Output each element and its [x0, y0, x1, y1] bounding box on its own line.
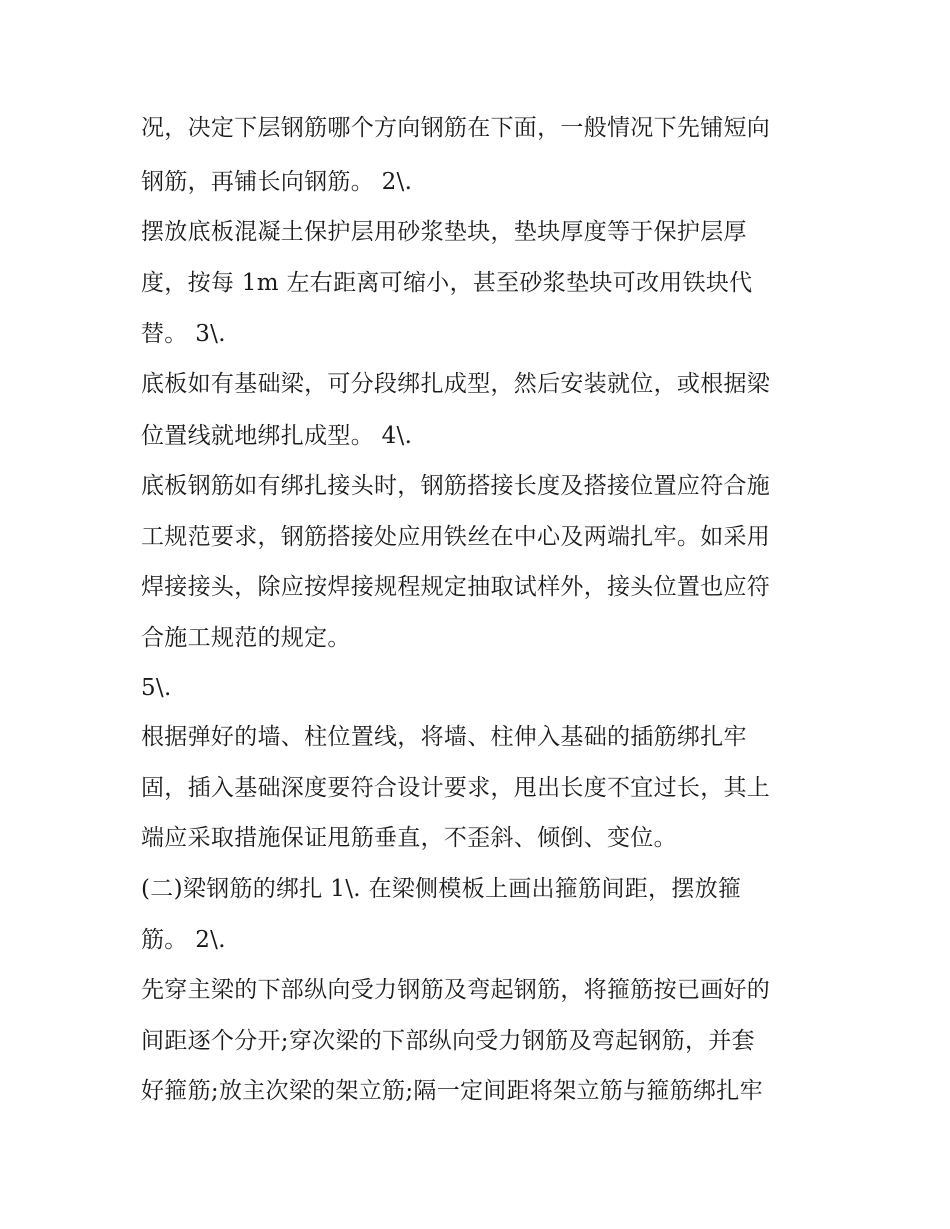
text-line: 钢筋，再铺长向钢筋。 2\.	[141, 169, 413, 195]
text-line: 根据弹好的墙、柱位置线，将墙、柱伸入基础的插筋绑扎牢	[141, 724, 747, 750]
text-line: 位置线就地绑扎成型。 4\.	[141, 423, 413, 449]
text-line: 先穿主梁的下部纵向受力钢筋及弯起钢筋，将箍筋按已画好的	[141, 977, 771, 1003]
text-line: 筋。 2\.	[141, 927, 226, 953]
text-line: 合施工规范的规定。	[141, 625, 351, 651]
text-line: 摆放底板混凝土保护层用砂浆垫块，垫块厚度等于保护层厚	[141, 219, 747, 245]
text-line: 底板钢筋如有绑扎接头时，钢筋搭接长度及搭接位置应符合施	[141, 473, 771, 499]
text-line: 间距逐个分开;穿次梁的下部纵向受力钢筋及弯起钢筋，并套	[141, 1028, 755, 1054]
text-line: 替。 3\.	[141, 321, 226, 347]
text-line: 5\.	[141, 675, 172, 701]
text-line: 好箍筋;放主次梁的架立筋;隔一定间距将架立筋与箍筋绑扎牢	[141, 1078, 763, 1104]
text-line: (二)梁钢筋的绑扎 1\. 在梁侧模板上画出箍筋间距，摆放箍	[141, 876, 742, 902]
text-line: 底板如有基础梁，可分段绑扎成型，然后安装就位，或根据梁	[141, 371, 771, 397]
text-line: 固，插入基础深度要符合设计要求，甩出长度不宜过长，其上	[141, 775, 771, 801]
text-line: 焊接接头，除应按焊接规程规定抽取试样外，接头位置也应符	[141, 574, 771, 600]
text-line: 工规范要求，钢筋搭接处应用铁丝在中心及两端扎牢。如采用	[141, 524, 771, 550]
text-line: 度，按每 1m 左右距离可缩小，甚至砂浆垫块可改用铁块代	[141, 270, 753, 296]
text-line: 况，决定下层钢筋哪个方向钢筋在下面，一般情况下先铺短向	[141, 115, 771, 141]
text-line: 端应采取措施保证甩筋垂直，不歪斜、倾倒、变位。	[141, 825, 677, 851]
